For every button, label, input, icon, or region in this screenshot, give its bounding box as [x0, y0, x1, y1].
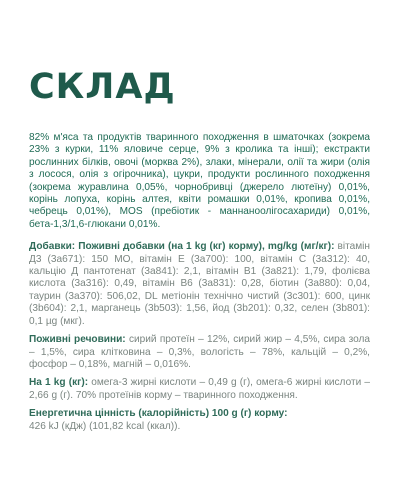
energy-text: 426 kJ (кДж) (101,82 kcal (ккал)).	[29, 420, 181, 432]
composition-text: 82% м'яса та продуктів тваринного походження в шматочках (зокрема 23% з курки, 11% яловиче серце, 9% з кролика та інші); екстракти рослинних білків, овочі (морква 2%), злаки, мінерали, олії та жири (олія з лосося, олія з огірочника), цукри, продукти рослинного походження (зокрема журавлина 0,05%, чорнобривці (джерело лютеїну) 0,01%, корінь лопуха, корінь алтея, квіти ромашки 0,01%, кропива 0,01%, чебрець 0,01%), MOS (пребіотик - маннаноолігосахариди) 0,01%, бета-1,3/1,6-глюкани 0,01%.	[29, 132, 370, 230]
additives-text: вітамін Д3 (3a671): 150 МО, вітамін Е (3a700): 100, вітамін С (3a312): 40, кальцію Д пантотенат (3a841): 2,1, вітамін В1 (3a821): 1,79, фолієва кислота (3a316): 0,49, вітамін В6 (3a831): 0,28, біотин (3a880): 0,04, таурин (3a370): 506,02, DL метіонін технічно чистий (3c301): 600, цинк (3b604): 2,1, марганець (3b503): 1,56, йод (3b201): 0,32, селен (3b801): 0,1 µg (мкг).	[29, 241, 370, 327]
per-kg-text: омега-3 жирні кислоти – 0,49 g (г), омега-6 жирні кислоти – 2,66 g (г). 70% протеїнів корму – тваринного походження.	[29, 377, 370, 401]
nutrients-label: Поживні речовини:	[29, 334, 126, 346]
energy-label: Енергетична цінність (калорійність) 100 g (г) корму:	[29, 408, 288, 420]
additives-section	[29, 241, 370, 433]
section-heading: СКЛАД	[29, 67, 176, 107]
per-kg-paragraph	[29, 377, 370, 402]
energy-paragraph	[29, 408, 370, 433]
nutrients-paragraph	[29, 334, 370, 371]
additives-label: Добавки: Поживні добавки (на 1 kg (кг) корму), mg/kg (мг/кг):	[29, 241, 335, 253]
additives-paragraph	[29, 241, 370, 328]
per-kg-label: На 1 kg (кг):	[29, 377, 89, 389]
nutrients-text: сирий протеїн – 12%, сирий жир – 4,5%, сира зола – 1,5%, сира клітковина – 0,3%, вологість – 78%, кальцій – 0,2%, фосфор – 0,18%, магній – 0,016%.	[29, 334, 370, 370]
